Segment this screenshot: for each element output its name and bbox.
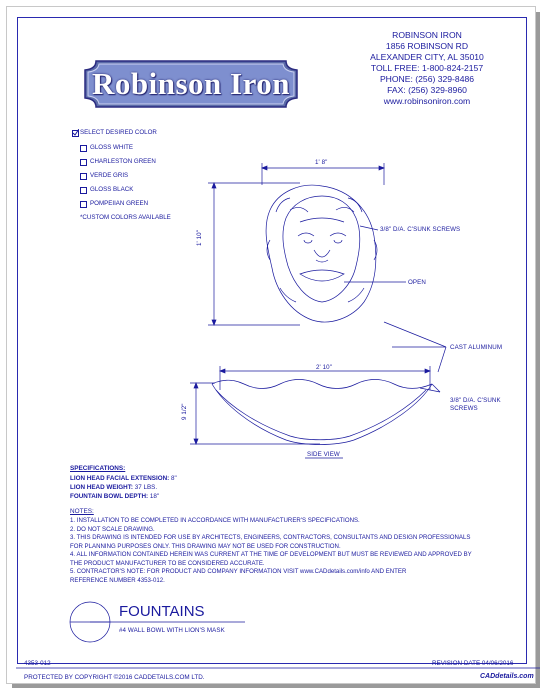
top-height-dimension: 1' 10" (196, 229, 203, 246)
copyright-notice: PROTECTED BY COPYRIGHT ©2016 CADDETAILS.COM LTD. (24, 674, 205, 681)
note-line: 2. DO NOT SCALE DRAWING. (70, 525, 155, 533)
spec-row (70, 493, 159, 500)
spec-row (70, 484, 157, 491)
spec-row (70, 475, 177, 482)
spec-value: 18" (149, 493, 160, 500)
specifications-heading: SPECIFICATIONS: (70, 465, 126, 472)
company-name: ROBINSON IRON (392, 30, 462, 40)
top-width-dimension: 1' 8" (315, 159, 328, 166)
screws-label-top: 3/8" D/A. C'SUNK SCREWS (380, 226, 461, 233)
spec-value: 8" (171, 475, 177, 482)
open-label: OPEN (408, 279, 426, 286)
note-line: FOR PLANNING PURPOSES ONLY. THIS DRAWING MAY NOT BE USED FOR CONSTRUCTION. (70, 542, 341, 550)
color-option-label: GLOSS WHITE (90, 144, 133, 151)
spec-label: FOUNTAIN BOWL DEPTH: (70, 493, 149, 500)
company-city: ALEXANDER CITY, AL 35010 (370, 52, 484, 62)
cast-aluminum-label: CAST ALUMINUM (450, 344, 503, 351)
note-line: THE PRODUCT MANUFACTURER TO BE CONSIDERED ACCURATE. (70, 559, 265, 567)
note-line: 4. ALL INFORMATION CONTAINED HEREIN WAS CURRENT AT THE TIME OF DEVELOPMENT BUT MUST BE REVIEWED AND APPROVED BY (70, 551, 472, 558)
logo-text: Robinson Iron (91, 66, 291, 101)
spec-value: 37 LBS. (134, 484, 158, 491)
color-option-label: POMPEIIAN GREEN (90, 200, 149, 207)
caddetails-brand[interactable]: CADdetails.com (480, 673, 534, 680)
notes-list (70, 517, 472, 585)
reference-number: 4353-012 (24, 660, 51, 667)
company-website: www.robinsoniron.com (383, 96, 471, 106)
spec-label: LION HEAD FACIAL EXTENSION: (70, 475, 170, 482)
custom-colors-note: *CUSTOM COLORS AVAILABLE (80, 214, 171, 221)
note-line: 1. INSTALLATION TO BE COMPLETED IN ACCORDANCE WITH MANUFACTURER'S SPECIFICATIONS. (70, 517, 360, 524)
color-option-label: GLOSS BLACK (90, 186, 134, 193)
screws-label-bowl-2: SCREWS (450, 405, 478, 412)
drawing-title: FOUNTAINS (119, 603, 205, 620)
revision-date: REVISION DATE 04/06/2016 (432, 660, 514, 667)
note-line: 5. CONTRACTOR'S NOTE: FOR PRODUCT AND COMPANY INFORMATION VISIT www.CADdetails.com/info AND ENTER (70, 568, 407, 575)
note-line: REFERENCE NUMBER 4353-012. (70, 576, 165, 584)
select-color-heading: SELECT DESIRED COLOR (80, 129, 157, 136)
company-phone: PHONE: (256) 329-8486 (379, 74, 475, 84)
spec-label: LION HEAD WEIGHT: (70, 484, 133, 491)
bowl-width-dimension: 2' 10" (316, 364, 333, 371)
company-fax: FAX: (256) 329-8960 (387, 85, 467, 95)
side-view-label: SIDE VIEW (307, 451, 340, 458)
bowl-height-dimension: 9 1/2" (181, 403, 188, 420)
drawing-subtitle: #4 WALL BOWL WITH LION'S MASK (119, 627, 225, 634)
color-option-label: CHARLESTON GREEN (90, 158, 156, 165)
notes-heading: NOTES: (70, 508, 94, 515)
color-option-label: VERDE GRIS (90, 172, 129, 179)
company-tollfree: TOLL FREE: 1-800-824-2157 (370, 63, 484, 73)
screws-label-bowl: 3/8" D/A. C'SUNK (450, 397, 501, 404)
company-address: 1856 ROBINSON RD (385, 41, 469, 51)
note-line: 3. THIS DRAWING IS INTENDED FOR USE BY ARCHITECTS, ENGINEERS, CONTRACTORS, CONSULTANTS AND DESIGN PROFESSIONALS (70, 534, 471, 541)
